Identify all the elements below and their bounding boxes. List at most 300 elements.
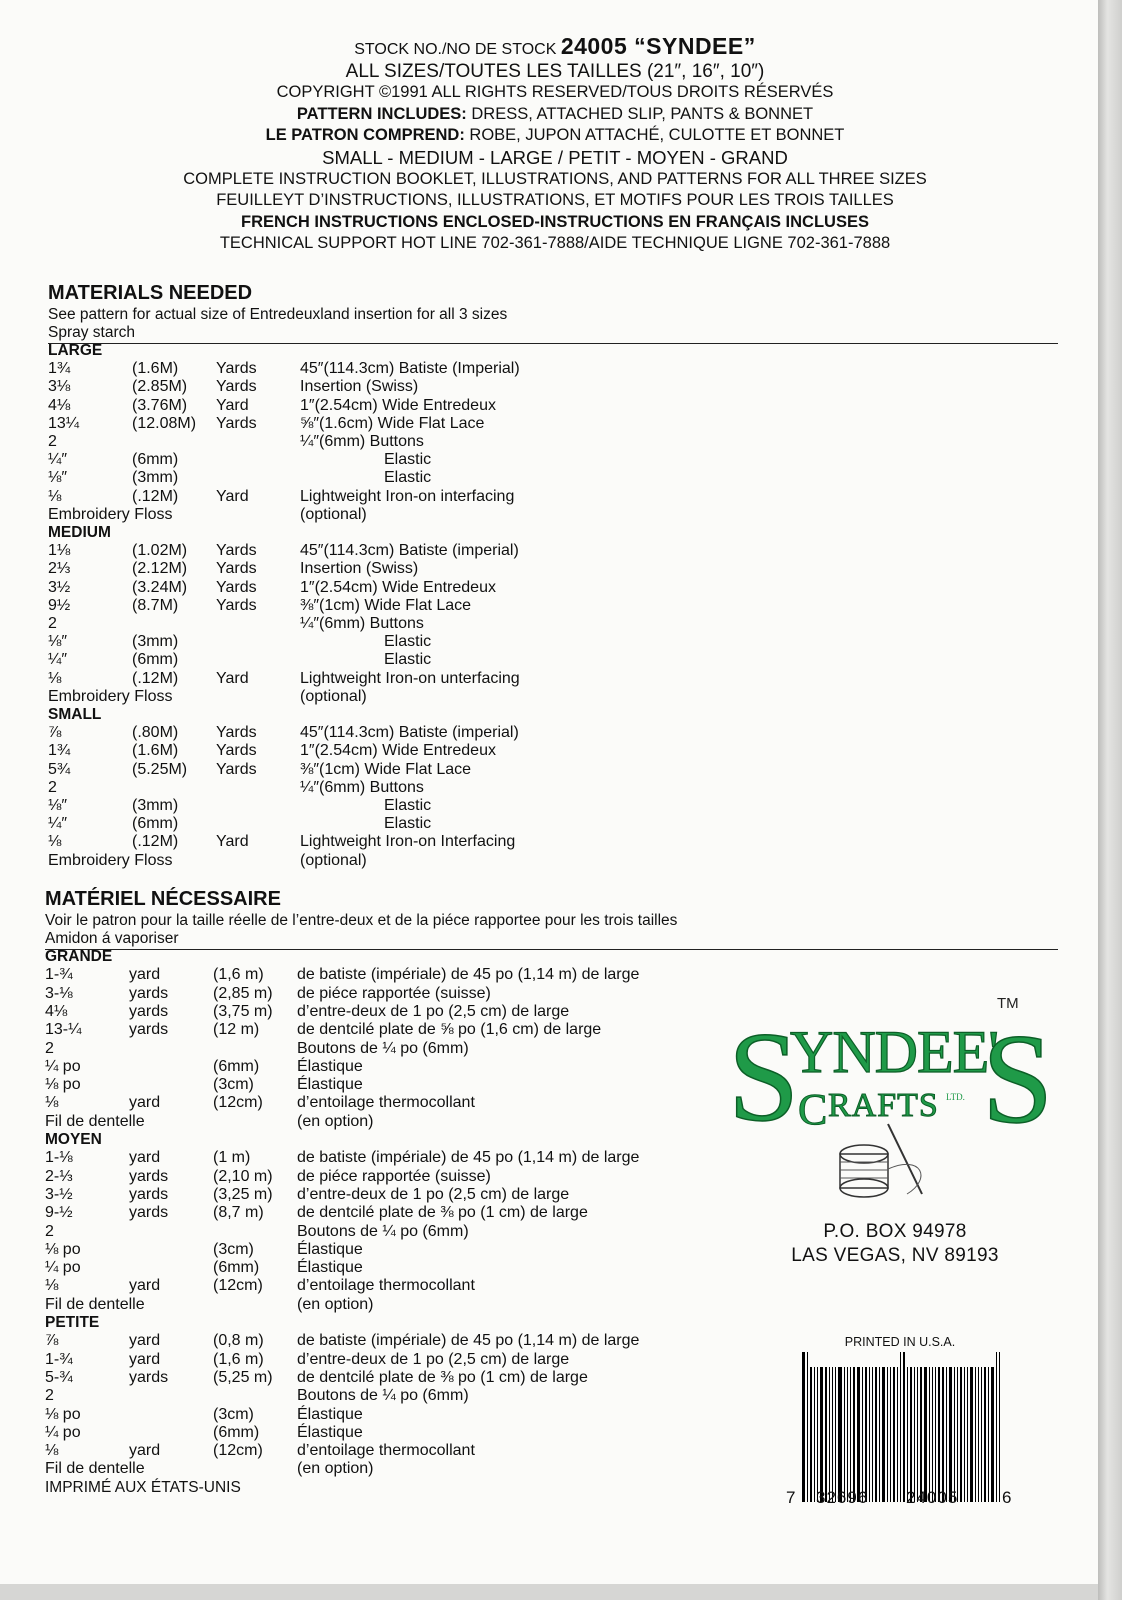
material-row	[48, 852, 648, 870]
material-c3: Yard	[216, 669, 249, 687]
material-c2: yard	[129, 1277, 161, 1295]
material-qty: Embroidery Floss	[48, 505, 173, 523]
material-c2: yards	[129, 1185, 169, 1203]
material-desc: de dentcilé plate de ⅜ po (1 cm) de large	[297, 1368, 588, 1386]
material-c3: (0,8 m)	[213, 1332, 264, 1350]
barcode-bar	[907, 1367, 908, 1502]
barcode-bar	[920, 1367, 922, 1502]
material-c2: (5.25M)	[132, 760, 188, 778]
material-c3: Yards	[216, 724, 257, 742]
material-c3: (6mm)	[213, 1423, 260, 1441]
material-desc: 45″(114.3cm) Batiste (Imperial)	[300, 360, 520, 378]
material-desc: Lightweight Iron-on Interfacing	[300, 833, 516, 851]
material-c2: yard	[129, 1442, 161, 1460]
material-qty: ⅛ po	[45, 1240, 81, 1258]
imprime-footer: IMPRIMÉ AUX ÉTATS-UNIS	[45, 1478, 241, 1496]
section-note: Amidon á vaporiser	[45, 930, 179, 947]
material-row	[48, 451, 648, 469]
material-desc: ¼″(6mm) Buttons	[300, 778, 424, 796]
material-desc: 45″(114.3cm) Batiste (imperial)	[300, 542, 519, 560]
material-desc: 1″(2.54cm) Wide Entredeux	[300, 742, 496, 760]
barcode-bar	[810, 1367, 812, 1502]
material-c2: yard	[129, 1094, 161, 1112]
svg-text:YNDEE': YNDEE'	[790, 1019, 999, 1085]
barcode-bar	[832, 1367, 833, 1502]
barcode-bar	[882, 1367, 885, 1502]
material-qty: ¼″	[48, 815, 68, 833]
material-c3: Yards	[216, 542, 257, 560]
material-qty: 4⅛	[45, 1002, 68, 1020]
material-qty: ¼ po	[45, 1259, 81, 1277]
copyright-line: COPYRIGHT ©1991 ALL RIGHTS RESERVED/TOUS DROITS RÉSERVÉS	[276, 83, 834, 102]
barcode-bar	[900, 1352, 901, 1502]
barcode-bar	[893, 1367, 895, 1502]
barcode-bar	[850, 1367, 851, 1502]
material-qty: 3⅛	[48, 378, 71, 396]
material-qty: ⅛	[48, 487, 62, 505]
material-qty: ⅛ po	[45, 1405, 81, 1423]
material-c2: yards	[129, 984, 169, 1002]
barcode-bar	[917, 1367, 918, 1502]
material-row	[48, 469, 648, 487]
material-desc: d’entre-deux de 1 po (2,5 cm) de large	[297, 1350, 570, 1368]
material-qty: Fil de dentelle	[45, 1295, 145, 1313]
material-desc: d’entre-deux de 1 po (2,5 cm) de large	[297, 1185, 570, 1203]
barcode-bar	[942, 1367, 944, 1502]
material-desc: ¼″(6mm) Buttons	[300, 433, 424, 450]
material-row	[45, 1113, 705, 1131]
french-instructions-line: FRENCH INSTRUCTIONS ENCLOSED-INSTRUCTIONS EN FRANÇAIS INCLUSES	[241, 212, 869, 231]
material-row	[48, 542, 648, 560]
barcode-bar	[820, 1367, 823, 1502]
barcode-bar	[914, 1367, 915, 1502]
material-row	[48, 397, 648, 415]
barcode-bar	[932, 1367, 933, 1502]
booklet-line: COMPLETE INSTRUCTION BOOKLET, ILLUSTRATIONS, AND PATTERNS FOR ALL THREE SIZES	[183, 169, 927, 188]
material-qty: 1¾	[48, 360, 71, 378]
svg-text:C: C	[798, 1085, 828, 1134]
material-row	[45, 1003, 705, 1021]
material-desc: (en option)	[297, 1112, 374, 1130]
material-row	[48, 670, 648, 688]
section-title: MATÉRIEL NÉCESSAIRE	[45, 888, 281, 910]
address-block	[760, 1220, 1030, 1268]
material-c3: (2,85 m)	[213, 984, 273, 1002]
material-desc: Elastic	[384, 633, 432, 651]
material-qty: ⅛″	[48, 797, 68, 814]
material-qty: 13¼	[48, 414, 80, 432]
material-desc: de piéce rapportée (suisse)	[297, 1167, 491, 1185]
material-c2: yards	[129, 1002, 169, 1020]
material-row	[45, 1021, 705, 1039]
material-row	[45, 1387, 705, 1405]
barcode-bar	[869, 1367, 870, 1502]
barcode-bar	[988, 1367, 989, 1502]
barcode-bar	[857, 1367, 860, 1502]
material-desc: (optional)	[300, 851, 367, 869]
material-c3: (12 m)	[213, 1021, 260, 1039]
material-qty: 9½	[48, 596, 71, 614]
material-qty: 1⅛	[48, 542, 71, 560]
syndees-crafts-logo	[728, 995, 1062, 1204]
material-row	[45, 985, 705, 1003]
material-qty: 4⅛	[48, 396, 71, 414]
material-qty: ⅞	[45, 1332, 59, 1350]
material-desc: de batiste (impériale) de 45 po (1,14 m) de large	[297, 966, 640, 984]
header-block	[120, 33, 990, 255]
section-rule	[48, 343, 1058, 344]
material-qty: ⅛	[45, 1442, 59, 1460]
material-desc: Elastic	[384, 651, 432, 669]
material-qty: ¼ po	[45, 1423, 81, 1441]
material-row	[45, 1241, 705, 1259]
material-row	[45, 1259, 705, 1277]
material-c3: (12cm)	[213, 1277, 263, 1295]
svg-text:S: S	[982, 1008, 1054, 1150]
barcode-bar	[954, 1367, 955, 1502]
material-desc: Lightweight Iron-on interfacing	[300, 487, 515, 505]
material-c2: (.12M)	[132, 487, 179, 505]
material-desc: Elastic	[384, 815, 432, 833]
material-row	[48, 506, 648, 524]
material-qty: 3-⅛	[45, 984, 73, 1002]
material-row	[45, 1058, 705, 1076]
barcode-bar	[897, 1367, 898, 1502]
material-qty: 3-½	[45, 1185, 73, 1203]
material-row	[48, 724, 648, 742]
material-qty: 2	[45, 1039, 54, 1057]
material-desc: ⅝″(1.6cm) Wide Flat Lace	[300, 414, 485, 432]
material-c3: (3,75 m)	[213, 1002, 273, 1020]
material-qty: 5¾	[48, 760, 71, 778]
feuillet-line: FEUILLEYT D’INSTRUCTIONS, ILLUSTRATIONS, ET MOTIFS POUR LES TROIS TAILLES	[216, 191, 894, 210]
material-qty: 1-¾	[45, 966, 73, 984]
material-c2: (.12M)	[132, 833, 179, 851]
material-desc: Élastique	[297, 1423, 363, 1441]
section-rule	[45, 949, 1058, 950]
size-group-label: SMALL	[48, 706, 102, 723]
material-c3: Yards	[216, 596, 257, 614]
svg-text:LTD.: LTD.	[946, 1092, 965, 1102]
barcode-bar	[970, 1367, 973, 1502]
material-row	[48, 779, 648, 797]
barcode-digits-group-1: 32696	[816, 1488, 869, 1507]
barcode-bar	[957, 1367, 958, 1502]
material-row	[48, 433, 648, 451]
material-qty: 2⅓	[48, 560, 71, 578]
material-desc: d’entre-deux de 1 po (2,5 cm) de large	[297, 1002, 570, 1020]
svg-text:RAFTS: RAFTS	[828, 1087, 939, 1124]
material-row	[48, 633, 648, 651]
material-row	[45, 1442, 705, 1460]
material-c2: yards	[129, 1167, 169, 1185]
barcode-bar	[825, 1367, 827, 1502]
material-c3: Yards	[216, 742, 257, 760]
stock-number: 24005 “SYNDEE”	[560, 33, 756, 59]
barcode-bar	[924, 1367, 927, 1502]
material-desc: de batiste (impériale) de 45 po (1,14 m) de large	[297, 1149, 640, 1167]
material-desc: ⅜″(1cm) Wide Flat Lace	[300, 760, 472, 778]
material-qty: 3½	[48, 578, 71, 596]
material-c2: yards	[129, 1204, 169, 1222]
sizes-line: ALL SIZES/TOUTES LES TAILLES (21″, 16″, 10″)	[345, 60, 765, 82]
material-c2: (2.12M)	[132, 560, 188, 578]
section-title: MATERIALS NEEDED	[48, 282, 253, 304]
barcode-bar	[999, 1352, 1000, 1502]
material-desc: 1″(2.54cm) Wide Entredeux	[300, 396, 496, 414]
material-row	[48, 761, 648, 779]
size-group-label: LARGE	[48, 342, 103, 359]
pattern-includes-line: PATTERN INCLUDES: DRESS, ATTACHED SLIP, PANTS & BONNET	[296, 104, 814, 123]
barcode-bar	[929, 1367, 930, 1502]
material-qty: Embroidery Floss	[48, 851, 173, 869]
material-qty: ⅛	[48, 669, 62, 687]
material-desc: Élastique	[297, 1057, 363, 1075]
material-qty: 2	[48, 433, 57, 450]
material-c2: (3mm)	[132, 633, 179, 651]
barcode-bar	[996, 1352, 997, 1502]
barcode-bar	[853, 1367, 855, 1502]
barcode-bar	[903, 1352, 906, 1502]
material-qty: 2-⅓	[45, 1167, 73, 1185]
material-qty: ⅛	[48, 833, 62, 851]
material-desc: Elastic	[384, 451, 432, 469]
material-desc: d’entoilage thermocollant	[297, 1094, 475, 1112]
po-box: P.O. BOX 94978	[823, 1221, 967, 1242]
material-row	[48, 560, 648, 578]
material-c3: Yards	[216, 414, 257, 432]
stock-label: STOCK NO./NO DE STOCK	[354, 41, 557, 58]
material-c3: Yards	[216, 360, 257, 378]
barcode-bar	[910, 1367, 912, 1502]
material-c3: (8,7 m)	[213, 1204, 264, 1222]
stock-line	[120, 33, 990, 61]
material-desc: 45″(114.3cm) Batiste (imperial)	[300, 724, 519, 742]
material-c3: (1 m)	[213, 1149, 251, 1167]
patron-comprend-line: LE PATRON COMPREND: ROBE, JUPON ATTACHÉ, CULOTTE ET BONNET	[265, 126, 845, 145]
material-row	[45, 1040, 705, 1058]
material-row	[48, 360, 648, 378]
material-c3: (1,6 m)	[213, 966, 264, 984]
material-c3: (6mm)	[213, 1259, 260, 1277]
material-row	[48, 833, 648, 851]
material-c3: Yards	[216, 560, 257, 578]
barcode-bar	[935, 1367, 936, 1502]
material-row	[48, 415, 648, 433]
material-qty: ¼″	[48, 651, 68, 669]
material-qty: ⅛″	[48, 633, 68, 651]
barcode-bar	[978, 1367, 979, 1502]
material-desc: Boutons de ¼ po (6mm)	[297, 1039, 469, 1057]
material-qty: 1-¾	[45, 1350, 73, 1368]
material-c3: (2,10 m)	[213, 1167, 273, 1185]
material-qty: 13-¼	[45, 1021, 82, 1039]
material-qty: 5-¾	[45, 1368, 73, 1386]
material-c2: yard	[129, 1149, 161, 1167]
barcode-bar	[949, 1367, 952, 1502]
material-qty: ¼ po	[45, 1057, 81, 1075]
material-c2: (3mm)	[132, 469, 179, 487]
material-row	[48, 488, 648, 506]
material-c3: Yard	[216, 833, 249, 851]
material-c2: (2.85M)	[132, 378, 188, 396]
trademark-mark: TM	[997, 995, 1019, 1012]
barcode-bar	[887, 1367, 888, 1502]
material-row	[48, 742, 648, 760]
material-c3: (12cm)	[213, 1094, 263, 1112]
material-qty: 2	[45, 1222, 54, 1240]
material-qty: 1-⅛	[45, 1149, 73, 1167]
material-desc: d’entoilage thermocollant	[297, 1442, 475, 1460]
material-row	[45, 1076, 705, 1094]
material-desc: Insertion (Swiss)	[300, 560, 419, 578]
barcode-bar	[960, 1367, 962, 1502]
material-qty: ⅛″	[48, 469, 68, 487]
material-row	[45, 1223, 705, 1241]
section-note: See pattern for actual size of Entredeuxland insertion for all 3 sizes	[48, 306, 508, 323]
material-qty: 9-½	[45, 1204, 73, 1222]
material-row	[45, 966, 705, 984]
material-c2: (6mm)	[132, 451, 179, 469]
material-row	[45, 1424, 705, 1442]
material-c3: Yards	[216, 760, 257, 778]
material-desc: Élastique	[297, 1240, 363, 1258]
material-c3: (1,6 m)	[213, 1350, 264, 1368]
barcode-bar	[847, 1367, 848, 1502]
material-row	[45, 1149, 705, 1167]
material-desc: Elastic	[384, 797, 432, 814]
material-c2: (3.76M)	[132, 396, 188, 414]
material-c3: (3cm)	[213, 1076, 254, 1094]
material-c2: (3.24M)	[132, 578, 188, 596]
material-row	[48, 615, 648, 633]
material-desc: de batiste (impériale) de 45 po (1,14 m) de large	[297, 1332, 640, 1350]
material-c2: yard	[129, 1332, 161, 1350]
material-row	[45, 1168, 705, 1186]
material-c3: (5,25 m)	[213, 1368, 273, 1386]
material-c2: (8.7M)	[132, 596, 179, 614]
barcode-bar	[817, 1367, 818, 1502]
material-c2: (.12M)	[132, 669, 179, 687]
material-qty: Embroidery Floss	[48, 687, 173, 705]
material-desc: (en option)	[297, 1460, 374, 1478]
material-c2: yard	[129, 966, 161, 984]
material-qty: 2	[48, 615, 57, 632]
material-desc: ⅜″(1cm) Wide Flat Lace	[300, 596, 472, 614]
material-desc: Elastic	[384, 469, 432, 487]
material-desc: (optional)	[300, 505, 367, 523]
material-desc: Boutons de ¼ po (6mm)	[297, 1387, 469, 1405]
material-c3: (3,25 m)	[213, 1185, 273, 1203]
material-row	[45, 1351, 705, 1369]
material-c2: yards	[129, 1368, 169, 1386]
material-row	[48, 378, 648, 396]
material-row	[48, 688, 648, 706]
material-desc: (en option)	[297, 1295, 374, 1313]
material-c2: (6mm)	[132, 651, 179, 669]
barcode-bar	[984, 1367, 986, 1502]
material-desc: Boutons de ¼ po (6mm)	[297, 1222, 469, 1240]
material-desc: de dentcilé plate de ⅜ po (1 cm) de large	[297, 1204, 588, 1222]
hotline-line: TECHNICAL SUPPORT HOT LINE 702-361-7888/AIDE TECHNIQUE LIGNE 702-361-7888	[219, 234, 891, 253]
material-c3: Yard	[216, 396, 249, 414]
material-row	[45, 1406, 705, 1424]
barcode-bar	[802, 1352, 805, 1502]
material-qty: 2	[48, 778, 57, 796]
material-desc: Élastique	[297, 1259, 363, 1277]
material-c3: (12cm)	[213, 1442, 263, 1460]
material-row	[45, 1332, 705, 1350]
material-desc: Insertion (Swiss)	[300, 378, 419, 396]
material-row	[48, 579, 648, 597]
barcode-bar	[844, 1367, 845, 1502]
material-desc: de dentcilé plate de ⅝ po (1,6 cm) de large	[297, 1021, 602, 1039]
size-group-label: GRANDE	[45, 948, 113, 965]
material-c3: (3cm)	[213, 1405, 254, 1423]
material-desc: de piéce rapportée (suisse)	[297, 984, 491, 1002]
printed-in-usa: PRINTED IN U.S.A.	[844, 1335, 956, 1349]
barcode-bar	[807, 1352, 808, 1502]
material-desc: Lightweight Iron-on unterfacing	[300, 669, 520, 687]
barcode-bar	[938, 1367, 940, 1502]
material-c2: (.80M)	[132, 724, 179, 742]
material-c3: (3cm)	[213, 1240, 254, 1258]
material-row	[45, 1277, 705, 1295]
material-row	[45, 1369, 705, 1387]
material-qty: ⅛	[45, 1277, 59, 1295]
barcode-bar	[838, 1367, 842, 1502]
barcode-bar	[964, 1367, 965, 1502]
barcode-bar	[946, 1367, 947, 1502]
svg-text:S: S	[728, 1006, 800, 1148]
barcode-bar	[835, 1367, 837, 1502]
material-row	[45, 1094, 705, 1112]
material-qty: Fil de dentelle	[45, 1112, 145, 1130]
material-c2: yard	[129, 1350, 161, 1368]
barcode-bar	[975, 1367, 977, 1502]
barcode-digits-group-2: 24005	[906, 1488, 959, 1507]
material-c3: Yards	[216, 578, 257, 596]
material-row	[48, 597, 648, 615]
material-row	[45, 1186, 705, 1204]
material-row	[48, 797, 648, 815]
material-c2: (1.6M)	[132, 360, 179, 378]
size-group-label: PETITE	[45, 1314, 100, 1331]
material-desc: Élastique	[297, 1076, 363, 1094]
size-group-label: MOYEN	[45, 1131, 102, 1148]
material-c2: (1.02M)	[132, 542, 188, 560]
upc-barcode	[802, 1352, 1002, 1502]
barcode-bar	[879, 1367, 880, 1502]
material-qty: ⅞	[48, 724, 62, 742]
material-qty: 1¾	[48, 742, 71, 760]
barcode-bar	[872, 1367, 873, 1502]
barcode-bar	[991, 1367, 994, 1502]
material-c2: (12.08M)	[132, 414, 197, 432]
barcode-bar	[890, 1367, 891, 1502]
material-desc: ¼″(6mm) Buttons	[300, 615, 424, 632]
barcode-bar	[814, 1367, 815, 1502]
material-c2: yards	[129, 1021, 169, 1039]
material-desc: 1″(2.54cm) Wide Entredeux	[300, 578, 496, 596]
material-desc: d’entoilage thermocollant	[297, 1277, 475, 1295]
material-desc: Élastique	[297, 1405, 363, 1423]
material-row	[45, 1460, 705, 1478]
material-row	[45, 1204, 705, 1222]
size-group-label: MEDIUM	[48, 524, 111, 541]
material-c2: (1.6M)	[132, 742, 179, 760]
page-edge	[1098, 0, 1122, 1600]
